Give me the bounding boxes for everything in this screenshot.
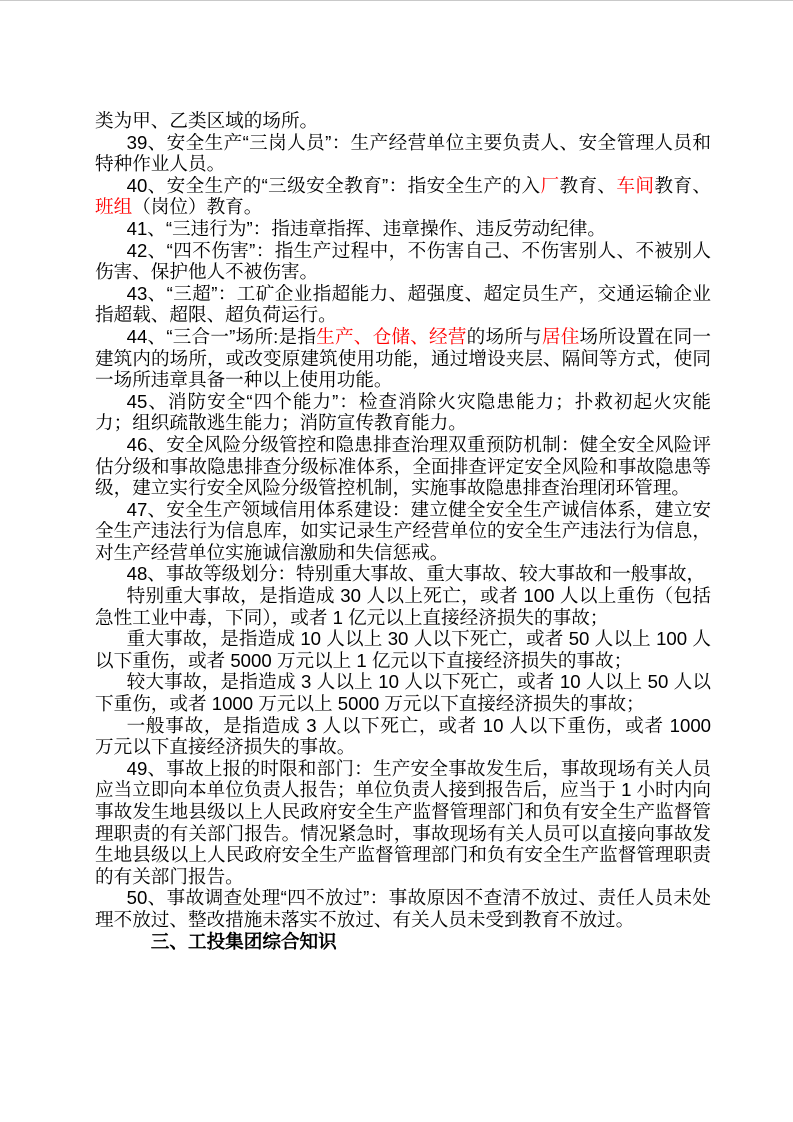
text-segment: 三、工投集团综合知识 [150,930,337,952]
text-segment: 重大事故，是指造成 10 人以上 30 人以下死亡，或者 50 人以上 100 人以下重伤，或者 5000 万元以上 1 亿元以下直接经济损失的事故； [95,628,711,671]
paragraph [95,563,711,585]
paragraph [95,175,711,218]
text-segment: 一般事故，是指造成 3 人以下死亡，或者 10 人以下重伤，或者 1000 万元以下直接经济损失的事故。 [95,714,711,758]
text-segment: 较大事故，是指造成 3 人以上 10 人以下死亡，或者 10 人以上 50 人以下重伤，或者 1000 万元以上 5000 万元以下直接经济损失的事故； [95,671,711,715]
text-segment: 场所设置在同一建筑内的场所，或改变原建筑使用功能，通过增设夹层、隔间等方式，使同一场所违章具备一种以上使用功能。 [95,325,711,391]
paragraph [95,628,711,671]
document-body [95,110,711,952]
text-segment: 39、安全生产“三岗人员”：生产经营单位主要负责人、安全管理人员和特种作业人员。 [95,131,711,175]
paragraph [95,758,711,888]
text-segment: 47、安全生产领域信用体系建设：建立健全安全生产诚信体系，建立安全生产违法行为信息库，如实记录生产经营单位的安全生产违法行为信息，对生产经营单位实施诚信激励和失信惩戒。 [95,498,711,563]
paragraph [95,715,711,758]
red-highlight-text: 生产、仓储、经营 [316,325,467,347]
text-segment: 50、事故调查处理“四不放过”：事故原因不查清不放过、责任人员未处理不放过、整改措施未落实不放过、有关人员未受到教育不放过。 [95,887,711,930]
paragraph [95,585,711,628]
paragraph [95,671,711,714]
text-segment: 43、“三超”：工矿企业指超能力、超强度、超定员生产，交通运输企业指超载、超限、超负荷运行。 [95,282,711,326]
paragraph [95,283,711,326]
text-segment: 40、安全生产的“三级安全教育”：指安全生产的入 [126,174,541,196]
text-segment: 的场所与 [466,325,542,347]
paragraph [95,499,711,564]
text-segment: 41、“三违行为”：指违章指挥、违章操作、违反劳动纪律。 [126,217,606,239]
text-segment: 49、事故上报的时限和部门：生产安全事故发生后，事故现场有关人员应当立即向本单位负责人报告；单位负责人接到报告后，应当于 1 小时内向事故发生地县级以上人民政府安全生产监督管理部门和负有安全生产监督管理职责的有关部门报告。情况紧急时，事故现场有关人员可以直接向事故发生地县级以上人民政府安全生产监督管理部门和负有安全生产监督管理职责的有关部门报告。 [95,757,711,887]
paragraph [95,391,711,434]
paragraph [95,887,711,930]
text-segment: 48、事故等级划分：特别重大事故、重大事故、较大事故和一般事故， [126,563,706,585]
paragraph [95,240,711,283]
text-segment: 45、消防安全“四个能力”：检查消除火灾隐患能力；扑救初起火灾能力；组织疏散逃生能力；消防宣传教育能力。 [95,390,711,434]
red-highlight-text: 班组 [95,196,133,218]
text-segment: 教育、 [654,174,711,196]
text-segment: 教育、 [559,174,617,196]
text-segment: 类为甲、乙类区域的场所。 [95,110,319,131]
paragraph [95,132,711,175]
red-highlight-text: 居住 [541,325,580,347]
text-segment: 42、“四不伤害”：指生产过程中，不伤害自己、不伤害别人、不被别人伤害、保护他人不被伤害。 [95,239,711,283]
paragraph [95,326,711,391]
text-segment: （岗位）教育。 [132,196,263,218]
red-highlight-text: 厂 [540,174,560,196]
text-segment: 46、安全风险分级管控和隐患排查治理双重预防机制：健全安全风险评估分级和事故隐患排查分级标准体系，全面排查评定安全风险和事故隐患等级，建立实行安全风险分级管控机制，实施事故隐患排查治理闭环管理。 [95,433,711,499]
red-highlight-text: 车间 [616,174,655,196]
page-top-edge [0,0,793,1]
paragraph [95,434,711,499]
section-heading [95,931,711,953]
paragraph [95,110,711,132]
text-segment: 44、“三合一”场所:是指 [126,325,317,347]
text-segment: 特别重大事故，是指造成 30 人以上死亡，或者 100 人以上重伤（包括急性工业中毒，下同），或者 1 亿元以上直接经济损失的事故； [95,585,711,628]
paragraph [95,218,711,240]
